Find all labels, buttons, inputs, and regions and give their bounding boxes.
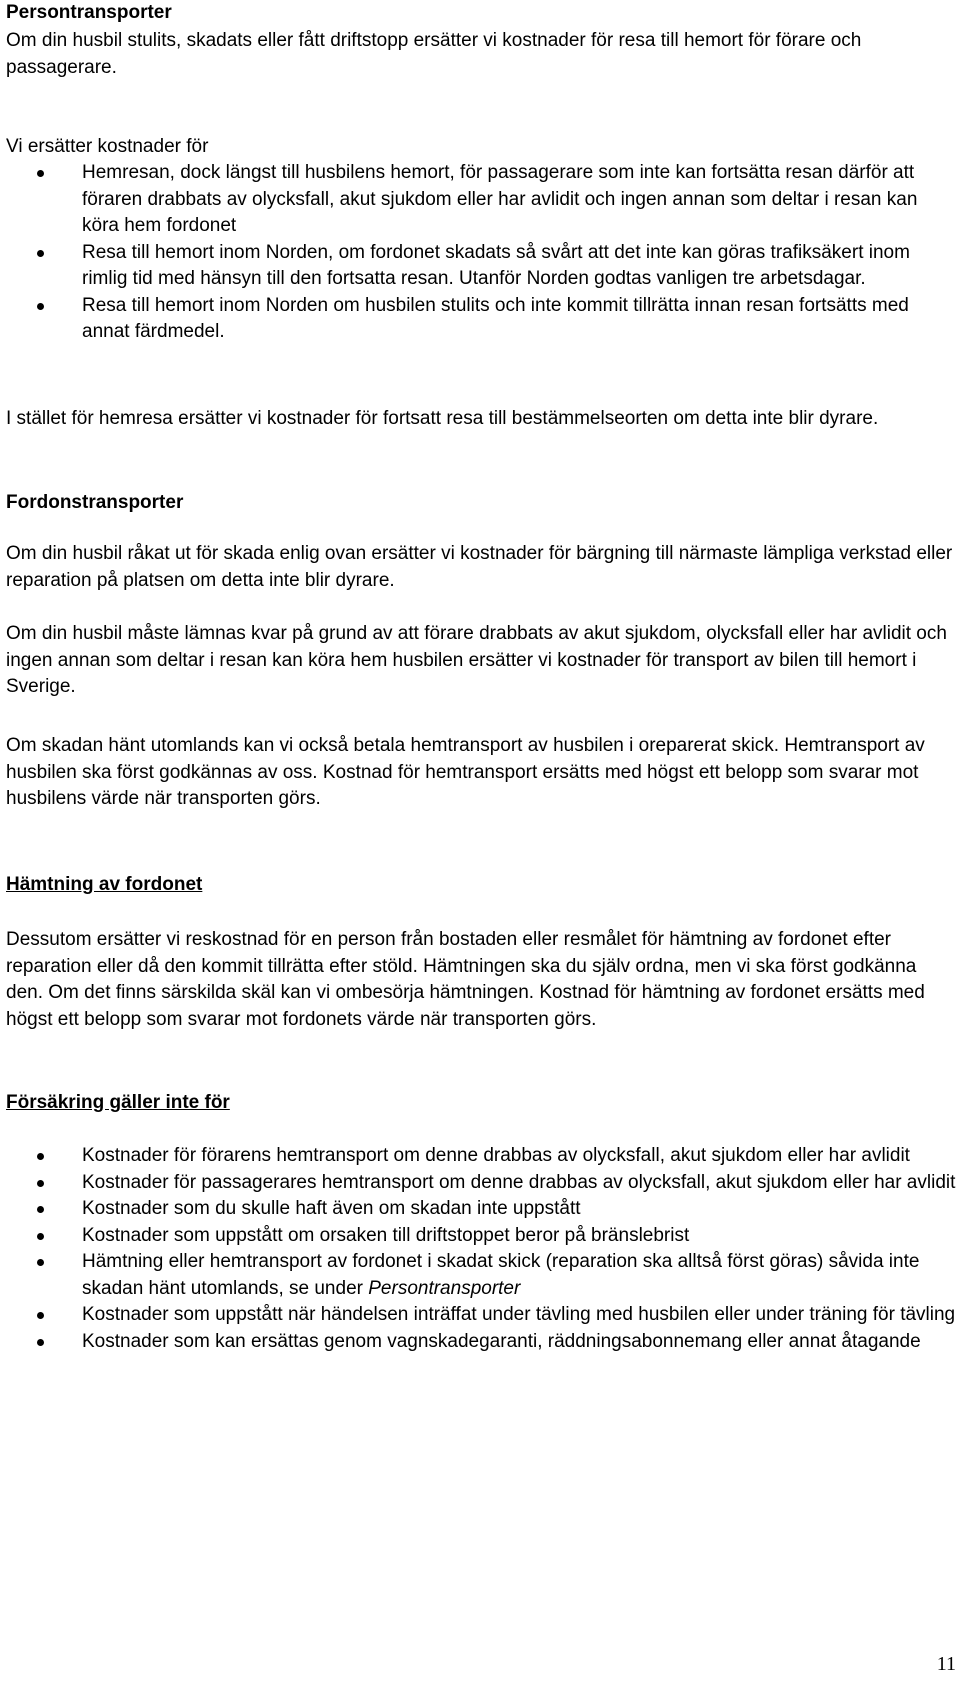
page-number: 11 <box>936 1653 956 1675</box>
persontransporter-closing: I stället för hemresa ersätter vi kostnader för fortsatt resa till bestämmelseorten om detta inte blir dyrare. <box>6 408 879 429</box>
list-item: Resa till hemort inom Norden om husbilen stulits och inte kommit tillrätta innan resan fortsätts med annat färdmedel. <box>6 293 956 346</box>
persontransporter-list-intro: Vi ersätter kostnader för <box>6 136 209 157</box>
list-item <box>6 1249 956 1302</box>
list-item: Kostnader som uppstått om orsaken till driftstoppet beror på bränslebrist <box>6 1223 956 1250</box>
list-item: Kostnader för förarens hemtransport om denne drabbas av olycksfall, akut sjukdom eller har avlidit <box>6 1143 956 1170</box>
cross-reference: Persontransporter <box>368 1277 521 1299</box>
list-item: Kostnader för passagerares hemtransport om denne drabbas av olycksfall, akut sjukdom eller har avlidit <box>6 1170 956 1197</box>
list-item: Kostnader som uppstått när händelsen inträffat under tävling med husbilen eller under träning för tävling <box>6 1302 956 1329</box>
fordonstransporter-paragraph: Om din husbil råkat ut för skada enlig ovan ersätter vi kostnader för bärgning till närmaste lämpliga verkstad eller reparation på platsen om detta inte blir dyrare. <box>6 543 953 591</box>
heading-fordonstransporter: Fordonstransporter <box>6 492 184 513</box>
persontransporter-intro: Om din husbil stulits, skadats eller fått driftstopp ersätter vi kostnader för resa till hemort för förare och passagerare. <box>6 30 862 78</box>
hamtning-paragraph: Dessutom ersätter vi reskostnad för en person från bostaden eller resmålet för hämtning av fordonet efter reparation eller då den kommit tillrätta efter stöld. Hämtningen ska du själv ordna, men vi ska först godkänna den. Om det finns särskilda skäl kan vi ombesörja hämtningen. Kostnad för hämtning av fordonet ersätts med högst ett belopp som svarar mot fordonets värde när transporten görs. <box>6 929 925 1030</box>
persontransporter-list <box>6 160 956 346</box>
list-item: Hemresan, dock längst till husbilens hemort, för passagerare som inte kan fortsätta resan därför att föraren drabbats av olycksfall, akut sjukdom eller har avlidit och ingen annan som deltar i resan kan köra hem fordonet <box>6 160 956 240</box>
heading-forsakring: Försäkring gäller inte för <box>6 1092 230 1113</box>
heading-hamtning: Hämtning av fordonet <box>6 874 203 895</box>
list-item: Kostnader som du skulle haft även om skadan inte uppstått <box>6 1196 956 1223</box>
heading-persontransporter: Persontransporter <box>6 2 172 23</box>
list-item-text: Hämtning eller hemtransport av fordonet i skadat skick (reparation ska alltså först göras) såvida inte skadan hänt utomlands, se under <box>82 1251 920 1299</box>
forsakring-list <box>6 1143 956 1355</box>
fordonstransporter-paragraph: Om skadan hänt utomlands kan vi också betala hemtransport av husbilen i oreparerat skick. Hemtransport av husbilen ska först godkännas av oss. Kostnad för hemtransport ersätts med högst ett belopp som svarar mot husbilens värde när transporten görs. <box>6 735 925 809</box>
list-item: Kostnader som kan ersättas genom vagnskadegaranti, räddningsabonnemang eller annat åtagande <box>6 1329 956 1356</box>
fordonstransporter-paragraph: Om din husbil måste lämnas kvar på grund av att förare drabbats av akut sjukdom, olycksfall eller har avlidit och ingen annan som deltar i resan kan köra hem husbilen ersätter vi kostnader för transport av bilen till hemort i Sverige. <box>6 623 947 697</box>
list-item: Resa till hemort inom Norden, om fordonet skadats så svårt att det inte kan göras trafiksäkert inom rimlig tid med hänsyn till den fortsatta resan. Utanför Norden godtas vanligen tre arbetsdagar. <box>6 240 956 293</box>
